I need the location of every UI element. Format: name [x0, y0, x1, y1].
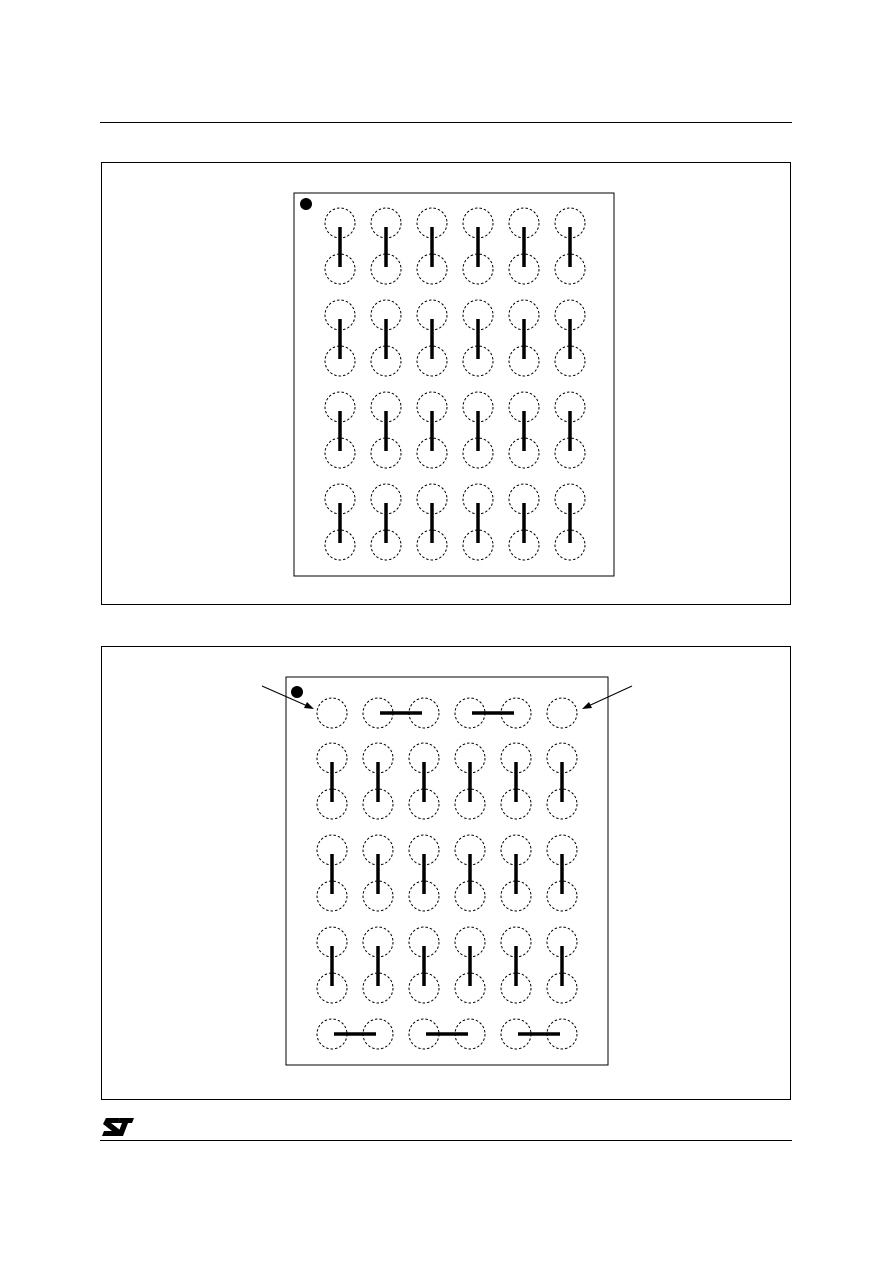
- pin1-marker-2: [291, 686, 303, 698]
- callout-arrow-right: [582, 686, 632, 709]
- st-logo: [100, 1117, 136, 1142]
- footer-rule: [100, 1140, 792, 1141]
- callout-arrow-left: [262, 686, 314, 709]
- solder-pad-single: [317, 698, 347, 728]
- pin1-marker-1: [300, 198, 312, 210]
- solder-pad-single: [547, 698, 577, 728]
- package-outline-2: [286, 677, 608, 1065]
- package-outline-1: [294, 193, 614, 576]
